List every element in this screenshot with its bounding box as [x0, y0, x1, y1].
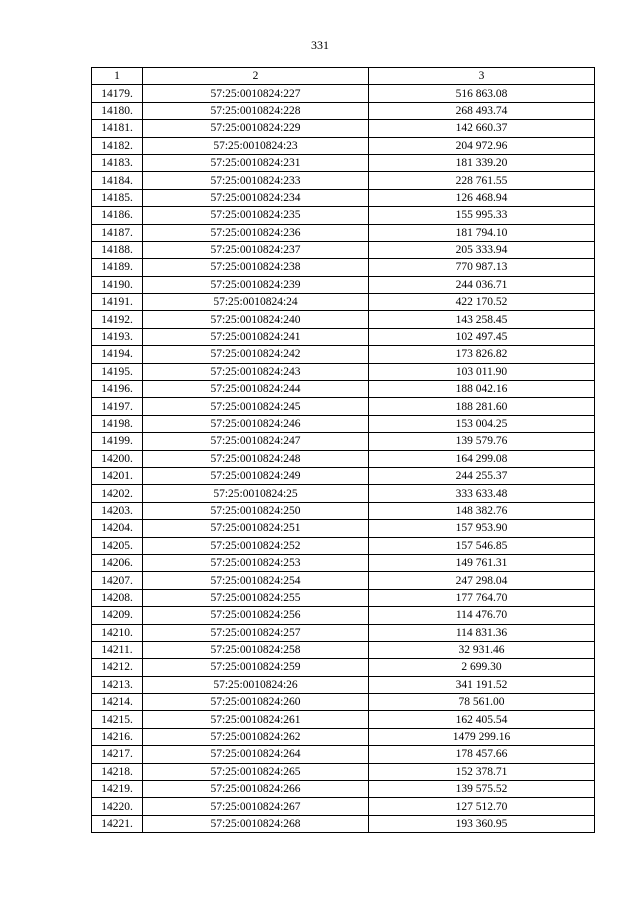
value-cell: 157 546.85	[369, 537, 595, 554]
cadastral-number-cell: 57:25:0010824:25	[143, 485, 369, 502]
row-number-cell: 14211.	[92, 641, 143, 658]
cadastral-number-cell: 57:25:0010824:23	[143, 137, 369, 154]
cadastral-number-cell: 57:25:0010824:239	[143, 276, 369, 293]
table-row	[92, 676, 595, 693]
table-row	[92, 728, 595, 745]
table-row	[92, 572, 595, 589]
table-row	[92, 520, 595, 537]
table-row	[92, 276, 595, 293]
row-number-cell: 14214.	[92, 694, 143, 711]
value-cell: 127 512.70	[369, 798, 595, 815]
cadastral-number-cell: 57:25:0010824:237	[143, 241, 369, 258]
table-row	[92, 815, 595, 832]
table-row	[92, 381, 595, 398]
table-row	[92, 781, 595, 798]
cadastral-number-cell: 57:25:0010824:248	[143, 450, 369, 467]
value-cell: 770 987.13	[369, 259, 595, 276]
table-row	[92, 294, 595, 311]
row-number-cell: 14207.	[92, 572, 143, 589]
table-row	[92, 137, 595, 154]
value-cell: 153 004.25	[369, 415, 595, 432]
row-number-cell: 14212.	[92, 659, 143, 676]
table-row	[92, 328, 595, 345]
row-number-cell: 14194.	[92, 346, 143, 363]
cadastral-number-cell: 57:25:0010824:241	[143, 328, 369, 345]
cadastral-number-cell: 57:25:0010824:235	[143, 207, 369, 224]
cadastral-number-cell: 57:25:0010824:262	[143, 728, 369, 745]
cadastral-number-cell: 57:25:0010824:265	[143, 763, 369, 780]
value-cell: 173 826.82	[369, 346, 595, 363]
table-row	[92, 85, 595, 102]
value-cell: 155 995.33	[369, 207, 595, 224]
value-cell: 78 561.00	[369, 694, 595, 711]
value-cell: 162 405.54	[369, 711, 595, 728]
table-row	[92, 433, 595, 450]
row-number-cell: 14197.	[92, 398, 143, 415]
row-number-cell: 14199.	[92, 433, 143, 450]
cadastral-number-cell: 57:25:0010824:26	[143, 676, 369, 693]
cadastral-number-cell: 57:25:0010824:231	[143, 154, 369, 171]
value-cell: 333 633.48	[369, 485, 595, 502]
cadastral-number-cell: 57:25:0010824:267	[143, 798, 369, 815]
row-number-cell: 14198.	[92, 415, 143, 432]
value-cell: 32 931.46	[369, 641, 595, 658]
value-cell: 143 258.45	[369, 311, 595, 328]
value-cell: 244 255.37	[369, 467, 595, 484]
row-number-cell: 14206.	[92, 554, 143, 571]
row-number-cell: 14182.	[92, 137, 143, 154]
row-number-cell: 14184.	[92, 172, 143, 189]
row-number-cell: 14187.	[92, 224, 143, 241]
table-row	[92, 415, 595, 432]
value-cell: 164 299.08	[369, 450, 595, 467]
row-number-cell: 14210.	[92, 624, 143, 641]
cadastral-number-cell: 57:25:0010824:24	[143, 294, 369, 311]
page-number: 331	[311, 38, 329, 52]
table-row	[92, 102, 595, 119]
row-number-cell: 14204.	[92, 520, 143, 537]
row-number-cell: 14201.	[92, 467, 143, 484]
row-number-cell: 14179.	[92, 85, 143, 102]
table-row	[92, 311, 595, 328]
cadastral-number-cell: 57:25:0010824:255	[143, 589, 369, 606]
cadastral-number-cell: 57:25:0010824:234	[143, 189, 369, 206]
cadastral-number-cell: 57:25:0010824:251	[143, 520, 369, 537]
value-cell: 204 972.96	[369, 137, 595, 154]
cadastral-number-cell: 57:25:0010824:261	[143, 711, 369, 728]
value-cell: 149 761.31	[369, 554, 595, 571]
row-number-cell: 14191.	[92, 294, 143, 311]
value-cell: 422 170.52	[369, 294, 595, 311]
cadastral-number-cell: 57:25:0010824:258	[143, 641, 369, 658]
table-row	[92, 554, 595, 571]
cadastral-number-cell: 57:25:0010824:249	[143, 467, 369, 484]
table-row	[92, 398, 595, 415]
row-number-cell: 14202.	[92, 485, 143, 502]
value-cell: 205 333.94	[369, 241, 595, 258]
value-cell: 178 457.66	[369, 746, 595, 763]
table-row	[92, 189, 595, 206]
value-cell: 228 761.55	[369, 172, 595, 189]
value-cell: 102 497.45	[369, 328, 595, 345]
table-row	[92, 607, 595, 624]
column-header-1: 1	[92, 68, 143, 85]
value-cell: 188 281.60	[369, 398, 595, 415]
table-row	[92, 624, 595, 641]
table-row	[92, 798, 595, 815]
table-row	[92, 694, 595, 711]
cadastral-number-cell: 57:25:0010824:242	[143, 346, 369, 363]
value-cell: 2 699.30	[369, 659, 595, 676]
cadastral-number-cell: 57:25:0010824:259	[143, 659, 369, 676]
row-number-cell: 14189.	[92, 259, 143, 276]
value-cell: 157 953.90	[369, 520, 595, 537]
table-row	[92, 502, 595, 519]
cadastral-number-cell: 57:25:0010824:253	[143, 554, 369, 571]
value-cell: 188 042.16	[369, 381, 595, 398]
table-row	[92, 172, 595, 189]
value-cell: 341 191.52	[369, 676, 595, 693]
cadastral-number-cell: 57:25:0010824:236	[143, 224, 369, 241]
row-number-cell: 14185.	[92, 189, 143, 206]
table-row	[92, 363, 595, 380]
table-row	[92, 659, 595, 676]
row-number-cell: 14218.	[92, 763, 143, 780]
value-cell: 114 831.36	[369, 624, 595, 641]
table-row	[92, 763, 595, 780]
cadastral-number-cell: 57:25:0010824:252	[143, 537, 369, 554]
cadastral-number-cell: 57:25:0010824:266	[143, 781, 369, 798]
value-cell: 142 660.37	[369, 120, 595, 137]
cadastral-number-cell: 57:25:0010824:244	[143, 381, 369, 398]
row-number-cell: 14213.	[92, 676, 143, 693]
row-number-cell: 14221.	[92, 815, 143, 832]
value-cell: 1479 299.16	[369, 728, 595, 745]
cadastral-number-cell: 57:25:0010824:238	[143, 259, 369, 276]
row-number-cell: 14188.	[92, 241, 143, 258]
table-row	[92, 485, 595, 502]
cadastral-number-cell: 57:25:0010824:256	[143, 607, 369, 624]
value-cell: 247 298.04	[369, 572, 595, 589]
row-number-cell: 14220.	[92, 798, 143, 815]
value-cell: 114 476.70	[369, 607, 595, 624]
value-cell: 268 493.74	[369, 102, 595, 119]
row-number-cell: 14216.	[92, 728, 143, 745]
cadastral-number-cell: 57:25:0010824:247	[143, 433, 369, 450]
row-number-cell: 14186.	[92, 207, 143, 224]
table-row	[92, 207, 595, 224]
row-number-cell: 14190.	[92, 276, 143, 293]
row-number-cell: 14219.	[92, 781, 143, 798]
row-number-cell: 14195.	[92, 363, 143, 380]
table-row	[92, 641, 595, 658]
table-row	[92, 241, 595, 258]
cadastral-number-cell: 57:25:0010824:264	[143, 746, 369, 763]
value-cell: 152 378.71	[369, 763, 595, 780]
table-row	[92, 746, 595, 763]
value-cell: 126 468.94	[369, 189, 595, 206]
column-header-3: 3	[369, 68, 595, 85]
value-cell: 181 794.10	[369, 224, 595, 241]
row-number-cell: 14209.	[92, 607, 143, 624]
cadastral-number-cell: 57:25:0010824:245	[143, 398, 369, 415]
value-cell: 139 575.52	[369, 781, 595, 798]
value-cell: 244 036.71	[369, 276, 595, 293]
table-row	[92, 450, 595, 467]
row-number-cell: 14208.	[92, 589, 143, 606]
table-row	[92, 711, 595, 728]
row-number-cell: 14217.	[92, 746, 143, 763]
table-row	[92, 120, 595, 137]
cadastral-number-cell: 57:25:0010824:260	[143, 694, 369, 711]
row-number-cell: 14183.	[92, 154, 143, 171]
cadastral-number-cell: 57:25:0010824:254	[143, 572, 369, 589]
cadastral-number-cell: 57:25:0010824:243	[143, 363, 369, 380]
cadastral-number-cell: 57:25:0010824:246	[143, 415, 369, 432]
value-cell: 139 579.76	[369, 433, 595, 450]
table-row	[92, 154, 595, 171]
table-row	[92, 259, 595, 276]
row-number-cell: 14215.	[92, 711, 143, 728]
row-number-cell: 14192.	[92, 311, 143, 328]
row-number-cell: 14193.	[92, 328, 143, 345]
row-number-cell: 14196.	[92, 381, 143, 398]
column-header-2: 2	[143, 68, 369, 85]
row-number-cell: 14180.	[92, 102, 143, 119]
value-cell: 193 360.95	[369, 815, 595, 832]
value-cell: 516 863.08	[369, 85, 595, 102]
value-cell: 181 339.20	[369, 154, 595, 171]
table-row	[92, 589, 595, 606]
cadastral-number-cell: 57:25:0010824:233	[143, 172, 369, 189]
table-row	[92, 537, 595, 554]
value-cell: 148 382.76	[369, 502, 595, 519]
cadastral-number-cell: 57:25:0010824:229	[143, 120, 369, 137]
cadastral-number-cell: 57:25:0010824:240	[143, 311, 369, 328]
value-cell: 103 011.90	[369, 363, 595, 380]
row-number-cell: 14205.	[92, 537, 143, 554]
cadastral-number-cell: 57:25:0010824:228	[143, 102, 369, 119]
row-number-cell: 14200.	[92, 450, 143, 467]
cadastral-number-cell: 57:25:0010824:268	[143, 815, 369, 832]
table-row	[92, 346, 595, 363]
cadastral-number-cell: 57:25:0010824:227	[143, 85, 369, 102]
row-number-cell: 14181.	[92, 120, 143, 137]
row-number-cell: 14203.	[92, 502, 143, 519]
registry-table	[91, 67, 595, 833]
table-header-row	[92, 68, 595, 85]
cadastral-number-cell: 57:25:0010824:250	[143, 502, 369, 519]
value-cell: 177 764.70	[369, 589, 595, 606]
table-row	[92, 467, 595, 484]
cadastral-number-cell: 57:25:0010824:257	[143, 624, 369, 641]
table-row	[92, 224, 595, 241]
